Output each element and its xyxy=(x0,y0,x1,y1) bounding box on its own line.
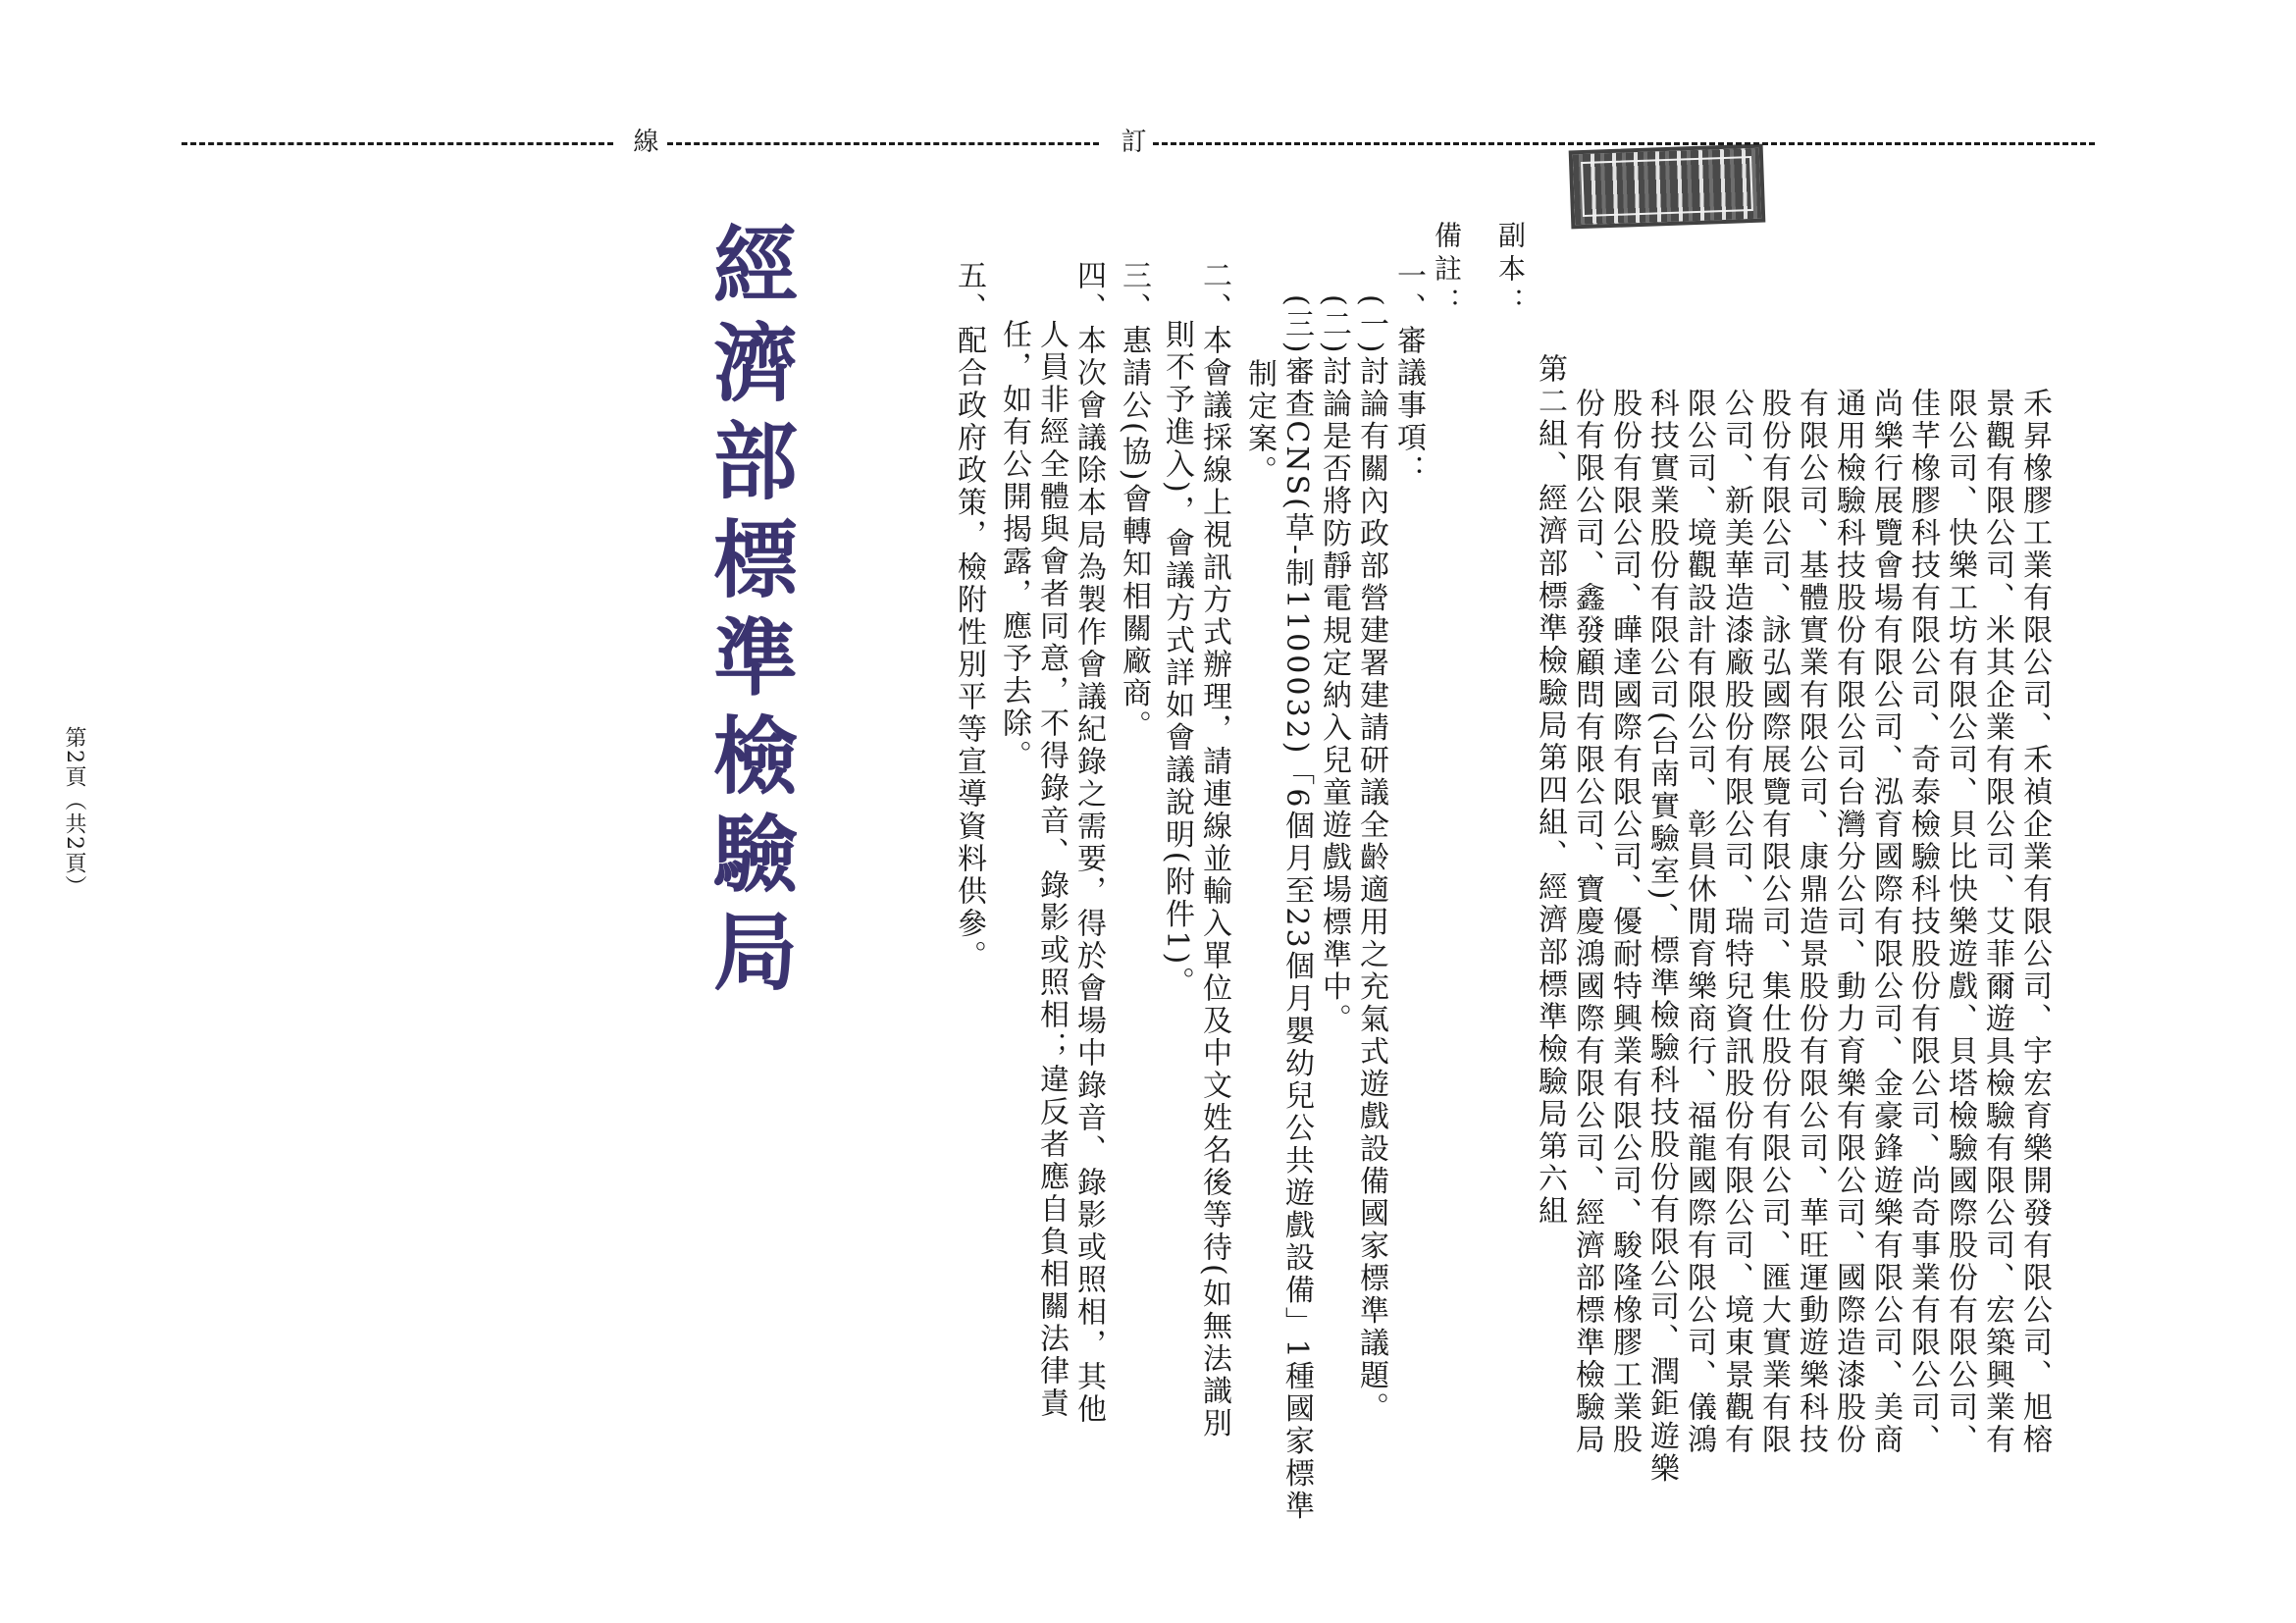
recipients-line: 科技實業股份有限公司(台南實驗室)、標準檢驗科技股份有限公司、潤鉅遊樂 xyxy=(1644,388,1679,1486)
remark-item: 一、審議事項： xyxy=(1391,260,1426,487)
remark-item: 三、惠請公(協)會轉知相關廠商。 xyxy=(1117,260,1151,743)
remark-item: (一)討論有關內政部營建署建請研議全齡適用之充氣式遊戲設備國家標準議題。 xyxy=(1354,294,1388,1425)
recipients-line: 禾昇橡膠工業有限公司、禾禎企業有限公司、宇宏育樂開發有限公司、旭榕 xyxy=(2017,388,2052,1456)
recipients-line: 佳芊橡膠科技有限公司、奇泰檢驗科技股份有限公司、尚奇事業有限公司、 xyxy=(1905,388,1940,1456)
remarks-label: 備註： xyxy=(1431,221,1463,321)
binding-dashed-line-left xyxy=(182,142,613,145)
recipients-line: 有限公司、基體實業有限公司、康鼎造景股份有限公司、華旺運動遊樂科技 xyxy=(1794,388,1828,1456)
recipients-line: 尚樂行展覽會場有限公司、泓育國際有限公司、金豪鋒遊樂有限公司、美商 xyxy=(1868,388,1903,1456)
recipients-line: 公司、新美華造漆廠股份有限公司、瑞特兒資訊股份有限公司、境東景觀有 xyxy=(1719,388,1753,1456)
recipients-line: 份有限公司、鑫發顧問有限公司、寶慶鴻國際有限公司、經濟部標準檢驗局 xyxy=(1570,388,1604,1456)
recipients-line: 股份有限公司、詠弘國際展覽有限公司、集仕股份有限公司、匯大實業有限 xyxy=(1756,388,1791,1456)
remark-item: 四、本次會議除本局為製作會議紀錄之需要，得於會場中錄音、錄影或照相，其他 xyxy=(1071,260,1106,1426)
binding-dashed-line-middle xyxy=(667,142,1099,145)
page-number: 第2頁（共2頁） xyxy=(62,726,86,899)
recipients-line: 景觀有限公司、米其企業有限公司、艾菲爾遊具檢驗有限公司、宏築興業有 xyxy=(1980,388,2014,1456)
binding-staple-label: 訂 xyxy=(1114,128,1150,153)
remark-item: 五、配合政府政策，檢附性別平等宣導資料供參。 xyxy=(952,260,986,972)
issuer-title: 經濟部標準檢驗局 xyxy=(699,221,797,1006)
recipients-label: 副本： xyxy=(1494,221,1527,321)
official-seal xyxy=(1569,144,1766,230)
recipients-line: 股份有限公司、曄達國際有限公司、優耐特興業有限公司、駿隆橡膠工業股 xyxy=(1607,388,1642,1456)
remark-item: 任，如有公開揭露，應予去除。 xyxy=(997,319,1031,772)
remark-item: 二、本會議採線上視訊方式辦理，請連線並輸入單位及中文姓名後等待(如無法識別 xyxy=(1197,260,1231,1440)
remark-item: 人員非經全體與會者同意，不得錄音、錄影或照相；違反者應自負相關法律責 xyxy=(1034,319,1069,1420)
recipients-line: 第二組、經濟部標準檢驗局第四組、經濟部標準檢驗局第六組 xyxy=(1533,353,1567,1228)
recipients-line: 通用檢驗科技股份有限公司台灣分公司、動力育樂有限公司、國際造漆股份 xyxy=(1831,388,1865,1456)
remark-item: 則不予進入)，會議方式詳如會議說明(附件1)。 xyxy=(1160,319,1194,1000)
recipients-line: 限公司、快樂工坊有限公司、貝比快樂遊戲、貝塔檢驗國際股份有限公司、 xyxy=(1943,388,1977,1456)
remark-item: (三)審查CNS(草-制1100032)「6個月至23個月嬰幼兒公共遊戲設備」1種國家標準 xyxy=(1279,294,1314,1523)
recipients-line: 限公司、境觀設計有限公司、彰員休閒育樂商行、福龍國際有限公司、儀鴻 xyxy=(1682,388,1716,1456)
remark-item: (二)討論是否將防靜電規定納入兒童遊戲場標準中。 xyxy=(1317,294,1351,1036)
binding-line-label: 線 xyxy=(626,128,662,153)
remark-item: 制定案。 xyxy=(1242,358,1277,488)
binding-dashed-line-right xyxy=(1153,142,2095,145)
